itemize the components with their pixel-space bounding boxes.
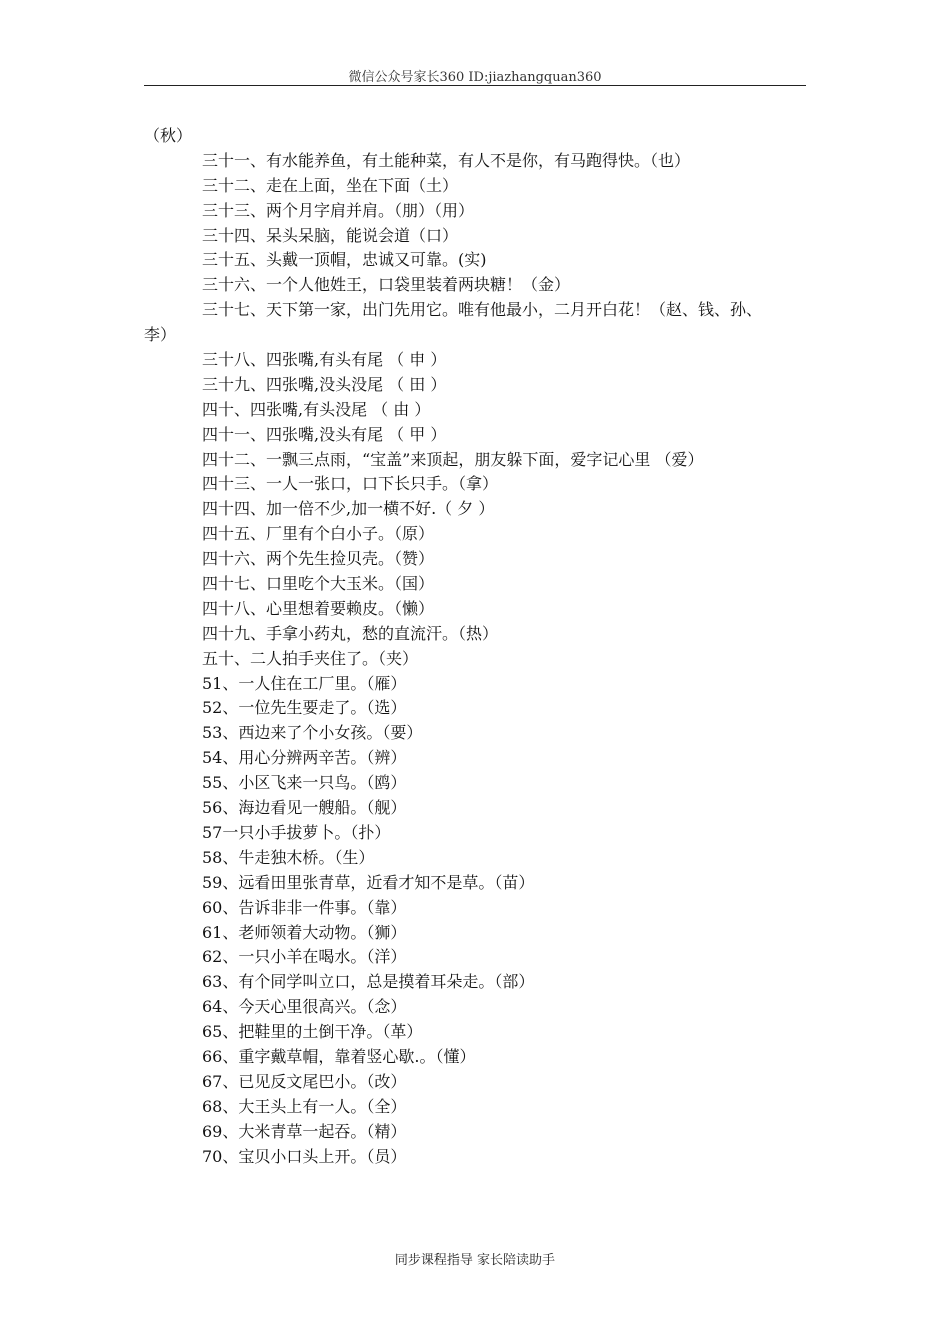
riddle-line: 69、大米青草一起吞。（精） [202, 1121, 407, 1141]
riddle-line: 四十六、两个先生捡贝壳。（赞） [202, 549, 435, 569]
riddle-line: 68、大王头上有一人。（全） [202, 1096, 407, 1116]
riddle-line: 60、告诉非非一件事。（靠） [202, 897, 407, 917]
riddle-line: 51、一人住在工厂里。（雁） [202, 673, 407, 693]
riddle-list [144, 124, 834, 1169]
riddle-line: （秋） [144, 126, 193, 145]
riddle-line: 64、今天心里很高兴。（念） [202, 997, 407, 1017]
header-divider [144, 85, 806, 86]
riddle-line: 63、有个同学叫立口，总是摸着耳朵走。（部） [202, 972, 535, 992]
riddle-line: 三十九、四张嘴,没头没尾 （ 田 ） [202, 374, 447, 394]
riddle-line: 53、西边来了个小女孩。（要） [202, 723, 423, 743]
page-header: 微信公众号家长360 ID:jiazhangquan360 [348, 70, 602, 85]
riddle-line: 65、把鞋里的土倒干净。（革） [202, 1022, 423, 1042]
riddle-line: 66、重字戴草帽，靠着竖心歇.。（懂） [202, 1046, 476, 1066]
riddle-line: 三十二、走在上面，坐在下面（土） [202, 175, 459, 195]
riddle-line: 56、海边看见一艘船。（舰） [202, 798, 407, 818]
riddle-line: 59、远看田里张青草，近看才知不是草。（苗） [202, 872, 535, 892]
page-footer: 同步课程指导 家长陪读助手 [394, 1253, 556, 1268]
riddle-line: 67、已见反文尾巴小。（改） [202, 1071, 407, 1091]
riddle-line: 四十一、四张嘴,没头有尾 （ 甲 ） [202, 424, 447, 444]
riddle-line: 五十、二人拍手夹住了。（夹） [202, 648, 419, 668]
riddle-line: 三十一、有水能养鱼，有土能种菜，有人不是你，有马跑得快。（也） [202, 150, 691, 170]
riddle-line: 70、宝贝小口头上开。（员） [202, 1146, 407, 1166]
riddle-line: 四十三、一人一张口，口下长只手。（拿） [202, 474, 499, 494]
riddle-line: 四十四、加一倍不少,加一横不好.（ 夕 ） [202, 499, 495, 519]
riddle-line: 54、用心分辨两辛苦。（辨） [202, 748, 407, 768]
riddle-line: 52、一位先生要走了。（选） [202, 698, 407, 718]
riddle-line: 四十、四张嘴,有头没尾 （ 由 ） [202, 399, 431, 419]
riddle-line: 58、牛走独木桥。（生） [202, 847, 375, 867]
riddle-line: 三十八、四张嘴,有头有尾 （ 申 ） [202, 350, 447, 370]
riddle-line: 四十九、手拿小药丸，愁的直流汗。（热） [202, 623, 499, 643]
riddle-line: 四十五、厂里有个白小子。（原） [202, 524, 435, 544]
riddle-line: 三十四、呆头呆脑，能说会道（口） [202, 225, 459, 245]
riddle-line: 三十五、头戴一顶帽，忠诚又可靠。(实) [202, 250, 487, 270]
riddle-line: 55、小区飞来一只鸟。（鸥） [202, 773, 407, 793]
riddle-line: 61、老师领着大动物。（狮） [202, 922, 407, 942]
riddle-line: 57一只小手拔萝卜。（扑） [202, 822, 391, 842]
riddle-line: 四十八、心里想着要赖皮。（懒） [202, 598, 435, 618]
riddle-line: 三十七、天下第一家，出门先用它。唯有他最小，二月开白花！（赵、钱、孙、 [202, 300, 763, 320]
riddle-line: 三十三、两个月字肩并肩。（朋）（用） [202, 200, 475, 220]
riddle-line: 62、一只小羊在喝水。（洋） [202, 947, 407, 967]
riddle-line: 三十六、一个人他姓王，口袋里装着两块糖！（金） [202, 275, 571, 295]
riddle-line: 四十七、口里吃个大玉米。（国） [202, 574, 435, 594]
riddle-line: 四十二、一飘三点雨，“宝盖”来顶起，朋友躲下面，爱字记心里 （爱） [202, 449, 704, 469]
riddle-line: 李） [144, 325, 177, 345]
